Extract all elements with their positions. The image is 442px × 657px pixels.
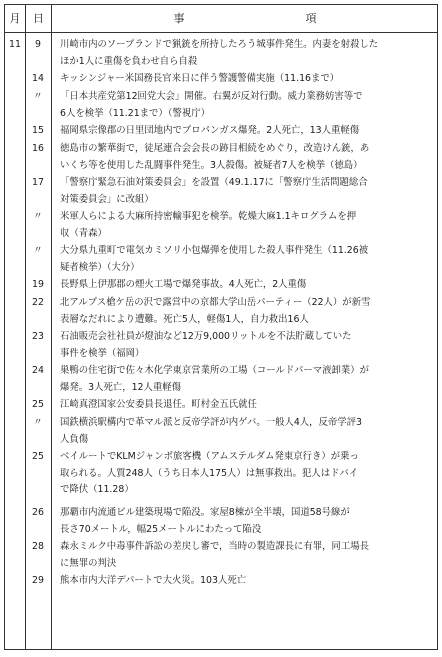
header-month: 月 (9, 12, 21, 25)
row-day: 15 (32, 125, 44, 136)
row-day: 14 (32, 73, 44, 84)
row-day: 19 (32, 279, 44, 290)
row-day: 25 (32, 451, 44, 462)
row-day: 〃 (33, 417, 43, 428)
header-event: 事 項 (173, 12, 317, 25)
row-event: 川崎市内のソープランドで猟銃を所持したろう城事件発生。内妻を射殺した ほか1人に重傷を負わせ自ら自殺 (60, 39, 379, 67)
row-event: 大分県九重町で電気カミソリ小包爆弾を使用した殺人事件発生（11.26被 疑者検挙）（大分） (60, 245, 369, 273)
row-event: 那覇市内流通ビル建築現場で陥没。家屋8棟が全半壊，国道58号線が 長さ70メートル，幅25メートルにわたって陥没 (60, 507, 350, 535)
row-month: 11 (9, 39, 21, 50)
row-event: ベイルートでKLMジャンボ旅客機（アムステルダム発東京行き）が乗っ 取られる。人質248人（うち日本人175人）は無事救出。犯人はドバイ で降伏（11.28） (60, 451, 359, 495)
header-day: 日 (33, 12, 44, 25)
row-event: 米軍人らによる大麻所持密輸事犯を検挙。乾燥大麻1.1キログラムを押 収（青森） (60, 211, 357, 239)
row-day: 〃 (33, 245, 43, 256)
row-day: 29 (32, 575, 44, 586)
row-event: 巣鴨の住宅街で佐々木化学東京営業所の工場（コールドパーマ液卸業）が 爆発。3人死亡，12人重軽傷 (60, 365, 370, 393)
row-event: キッシンジャー米国務長官来日に伴う警護警備実施（11.16まで） (60, 73, 340, 84)
column-divider (51, 5, 52, 649)
row-event: 森永ミルク中毒事件訴訟の差戻し審で，当時の製造課長に有罪，同工場長 に無罪の判決 (60, 541, 370, 569)
row-day: 26 (32, 507, 44, 518)
row-event: 徳島市の繁華街で，徒尾連合会会長の跡目相続をめぐり，改造けん銃，あ いくち等を使用した乱闘事件発生。3人殺傷。被疑者7人を検挙（徳島） (60, 143, 370, 171)
row-day: 16 (32, 143, 44, 154)
row-event: 江崎真澄国家公安委員長退任。町村金五氏就任 (60, 399, 257, 410)
row-event: 福岡県宗像郡の日里団地内でプロパンガス爆発。2人死亡，13人重軽傷 (60, 125, 360, 136)
row-day: 〃 (33, 211, 43, 222)
row-day: 22 (32, 297, 44, 308)
row-event: 「警察庁緊急石油対策委員会」を設置（49.1.17に「警察庁生活問題総合 対策委員会」に改組） (60, 177, 368, 205)
row-day: 17 (32, 177, 44, 188)
row-day: 23 (32, 331, 44, 342)
row-event: 熊本市内大洋デパートで大火災。103人死亡 (60, 575, 247, 586)
chronology-table (4, 4, 438, 650)
row-event: 国鉄横浜駅構内で革マル派と反帝学評が内ゲバ。一般人4人，反帝学評3 人負傷 (60, 417, 362, 445)
row-day: 9 (35, 39, 41, 50)
row-day: 28 (32, 541, 44, 552)
row-day: 24 (32, 365, 44, 376)
row-event: 北アルプス槍ケ岳の沢で露営中の京都大学山岳パーティー（22人）が新雪 表層なだれにより遭難。死亡5人，軽傷1人，自力救出16人 (60, 297, 371, 325)
row-event: 長野県上伊那郡の煙火工場で爆発事故。4人死亡，2人重傷 (60, 279, 307, 290)
header-divider (5, 32, 437, 33)
row-event: 「日本共産党第12回党大会」開催。右翼が反対行動。威力業務妨害等で 6人を検挙（11.21まで）（警視庁） (60, 91, 363, 119)
row-day: 25 (32, 399, 44, 410)
row-event: 石油販売会社社員が燈油など12万9,000リットルを不法貯蔵していた 事件を検挙（福岡） (60, 331, 352, 359)
row-day: 〃 (33, 91, 43, 102)
